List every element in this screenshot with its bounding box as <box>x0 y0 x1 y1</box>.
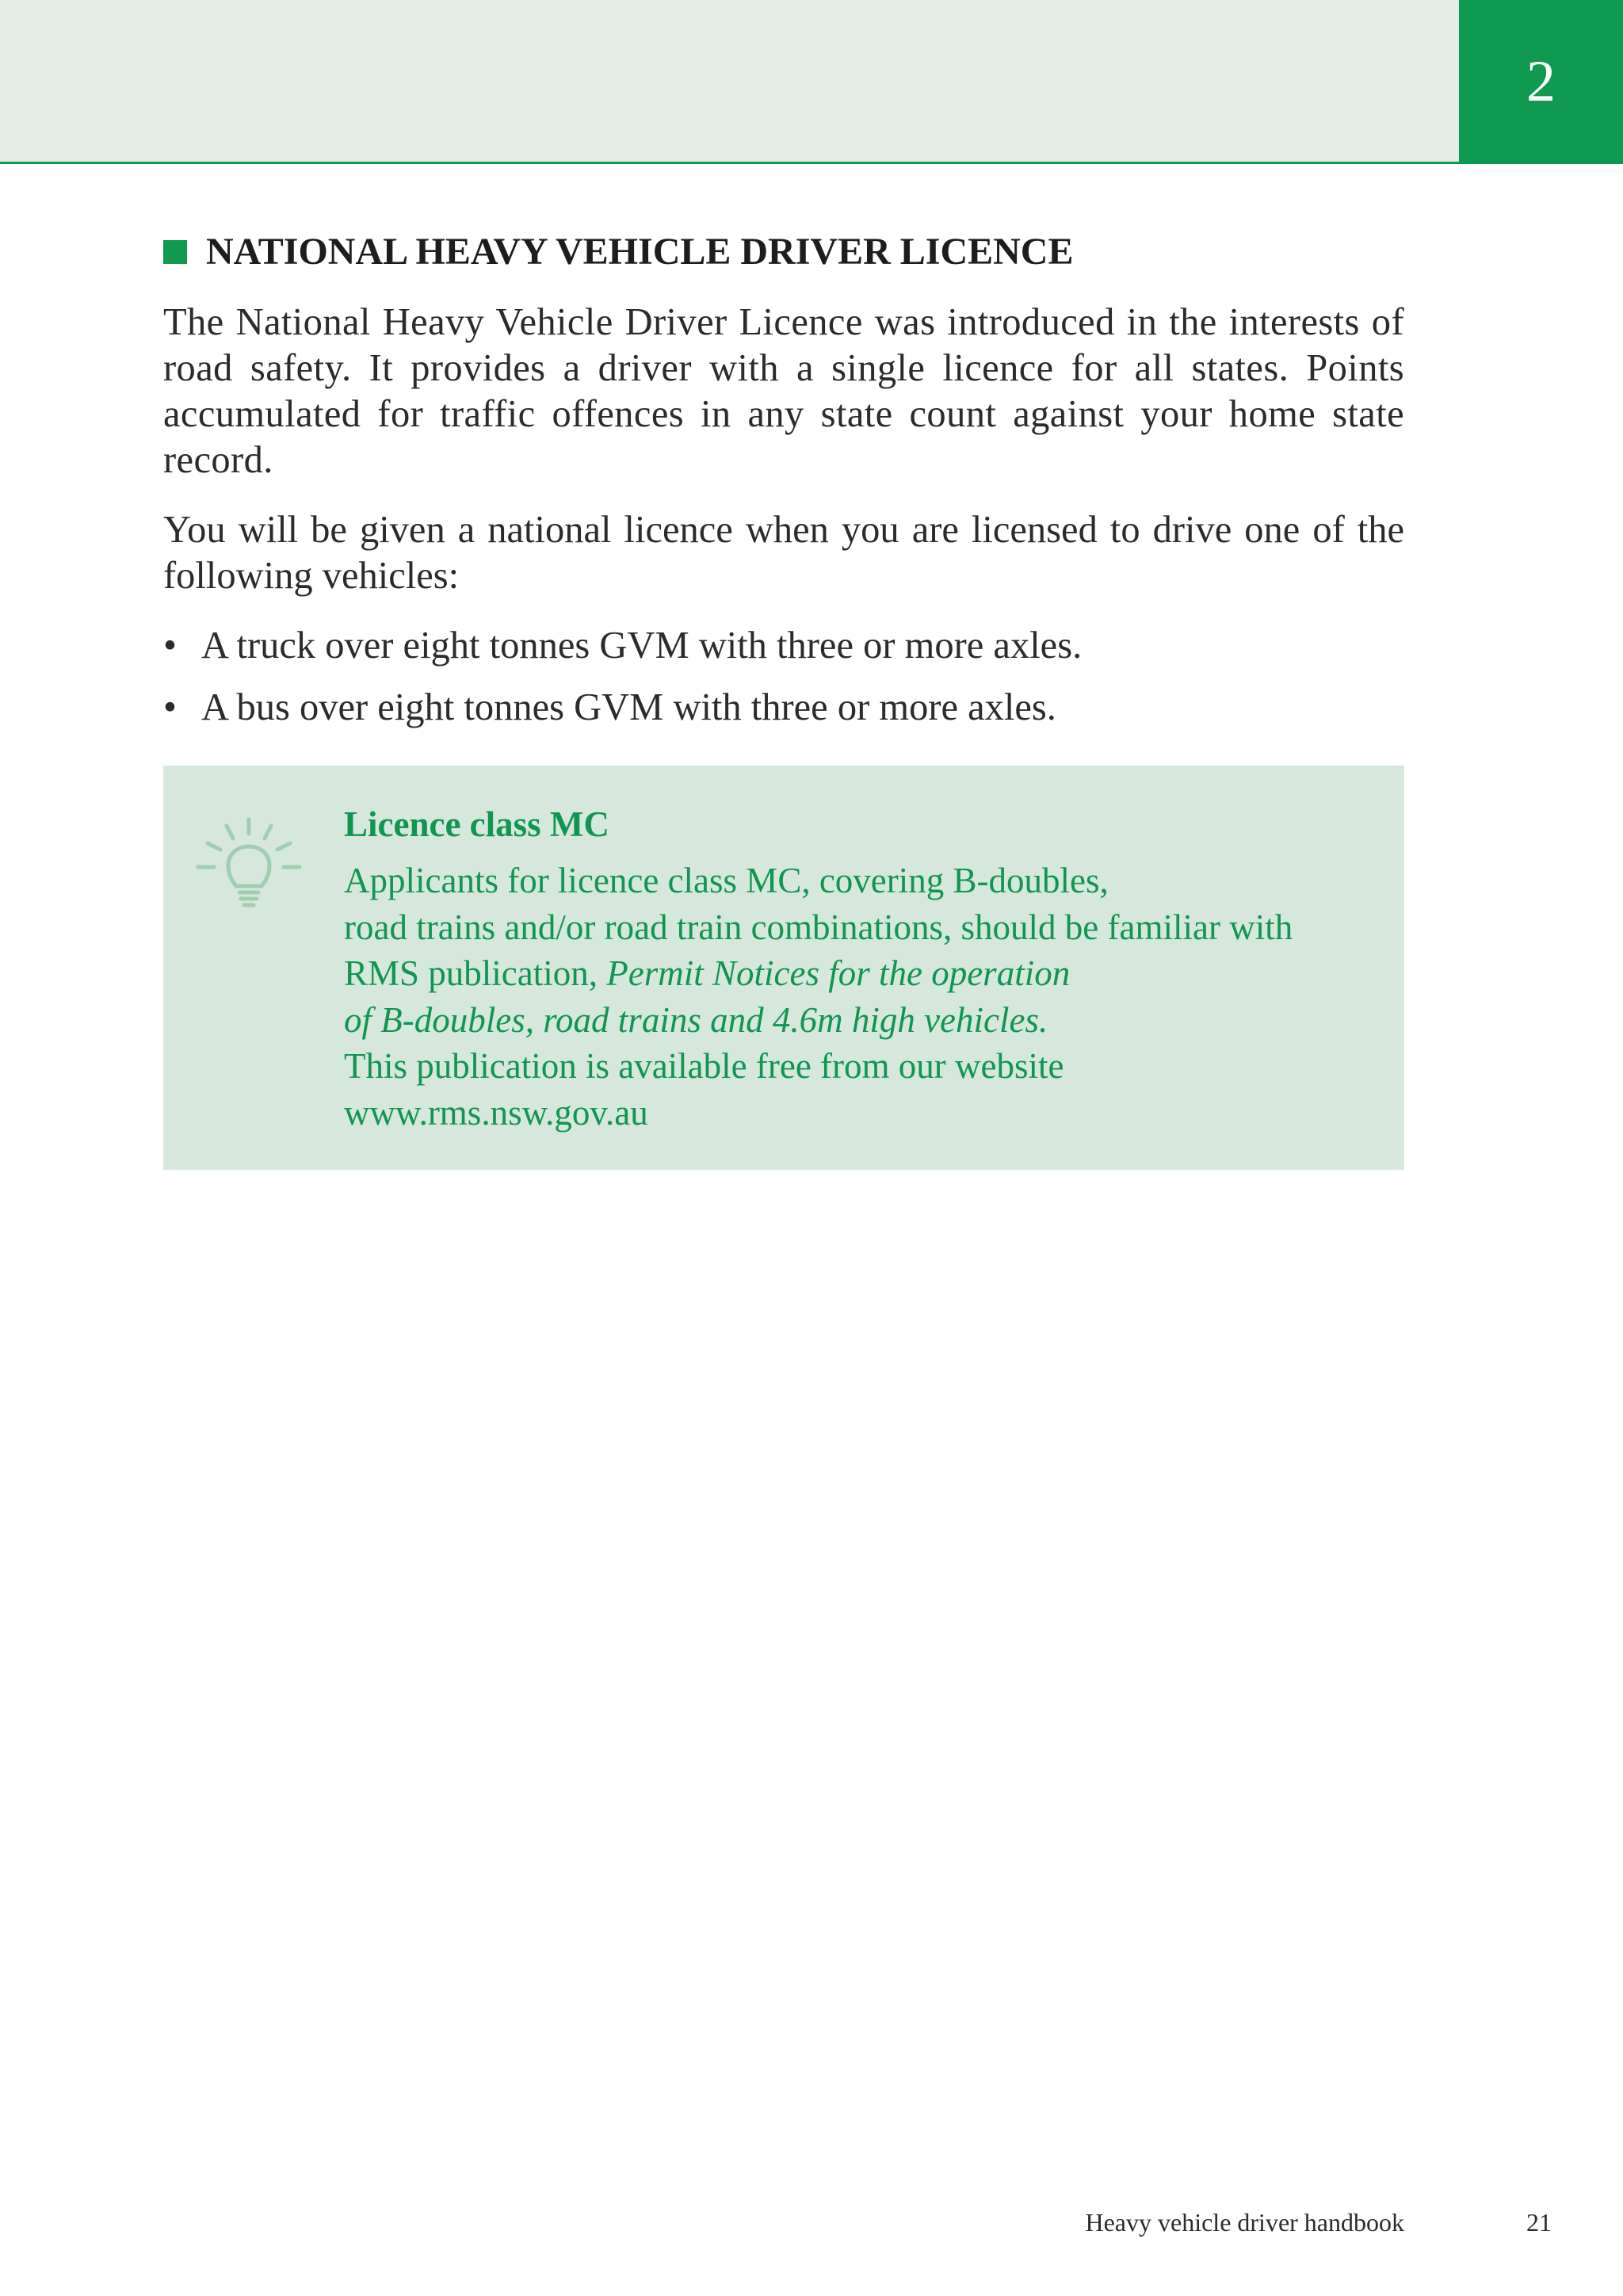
bullet-icon: • <box>163 686 177 728</box>
list-item-text: A truck over eight tonnes GVM with three or more axles. <box>201 625 1083 667</box>
tip-line <box>344 950 1390 997</box>
list-item-text: A bus over eight tonnes GVM with three or more axles. <box>201 686 1056 728</box>
chapter-number-tab <box>1459 0 1623 163</box>
bullet-icon: • <box>163 625 177 667</box>
section-heading <box>163 230 1407 273</box>
heading-square-icon <box>163 240 187 264</box>
tip-title: Licence class MC <box>344 804 609 844</box>
page-number: 21 <box>1526 2208 1552 2237</box>
list-item <box>163 623 1404 685</box>
tip-line: Applicants for licence class MC, covering B-doubles, <box>344 861 1109 900</box>
paragraph-intro: The National Heavy Vehicle Driver Licence was introduced in the interests of road safety. It provides a driver with a single licence for all states. Points accumulated for traffic offences in any state count against your home state record. <box>163 301 1404 481</box>
lightbulb-icon <box>195 815 306 910</box>
tip-line-plain: RMS publication, <box>344 953 607 993</box>
header-band <box>0 0 1459 162</box>
publication-title: Permit Notices for the operation <box>606 953 1071 993</box>
website-url: www.rms.nsw.gov.au <box>344 1092 648 1133</box>
tip-line: This publication is available free from our website <box>344 1046 1064 1086</box>
tip-content <box>344 802 1390 1136</box>
paragraph-eligibility: You will be given a national licence when you are licensed to drive one of the following vehicles: <box>163 509 1404 597</box>
tip-box <box>163 766 1404 1170</box>
list-item <box>163 685 1404 747</box>
publication-title: of B-doubles, road trains and 4.6m high vehicles. <box>344 999 1048 1040</box>
section-heading-text: NATIONAL HEAVY VEHICLE DRIVER LICENCE <box>206 231 1074 273</box>
header-divider <box>0 162 1623 164</box>
tip-line: road trains and/or road train combinations, should be familiar with <box>344 907 1293 947</box>
vehicle-list <box>163 623 1404 747</box>
footer-title: Heavy vehicle driver handbook <box>1085 2208 1404 2237</box>
chapter-number: 2 <box>1526 48 1556 114</box>
